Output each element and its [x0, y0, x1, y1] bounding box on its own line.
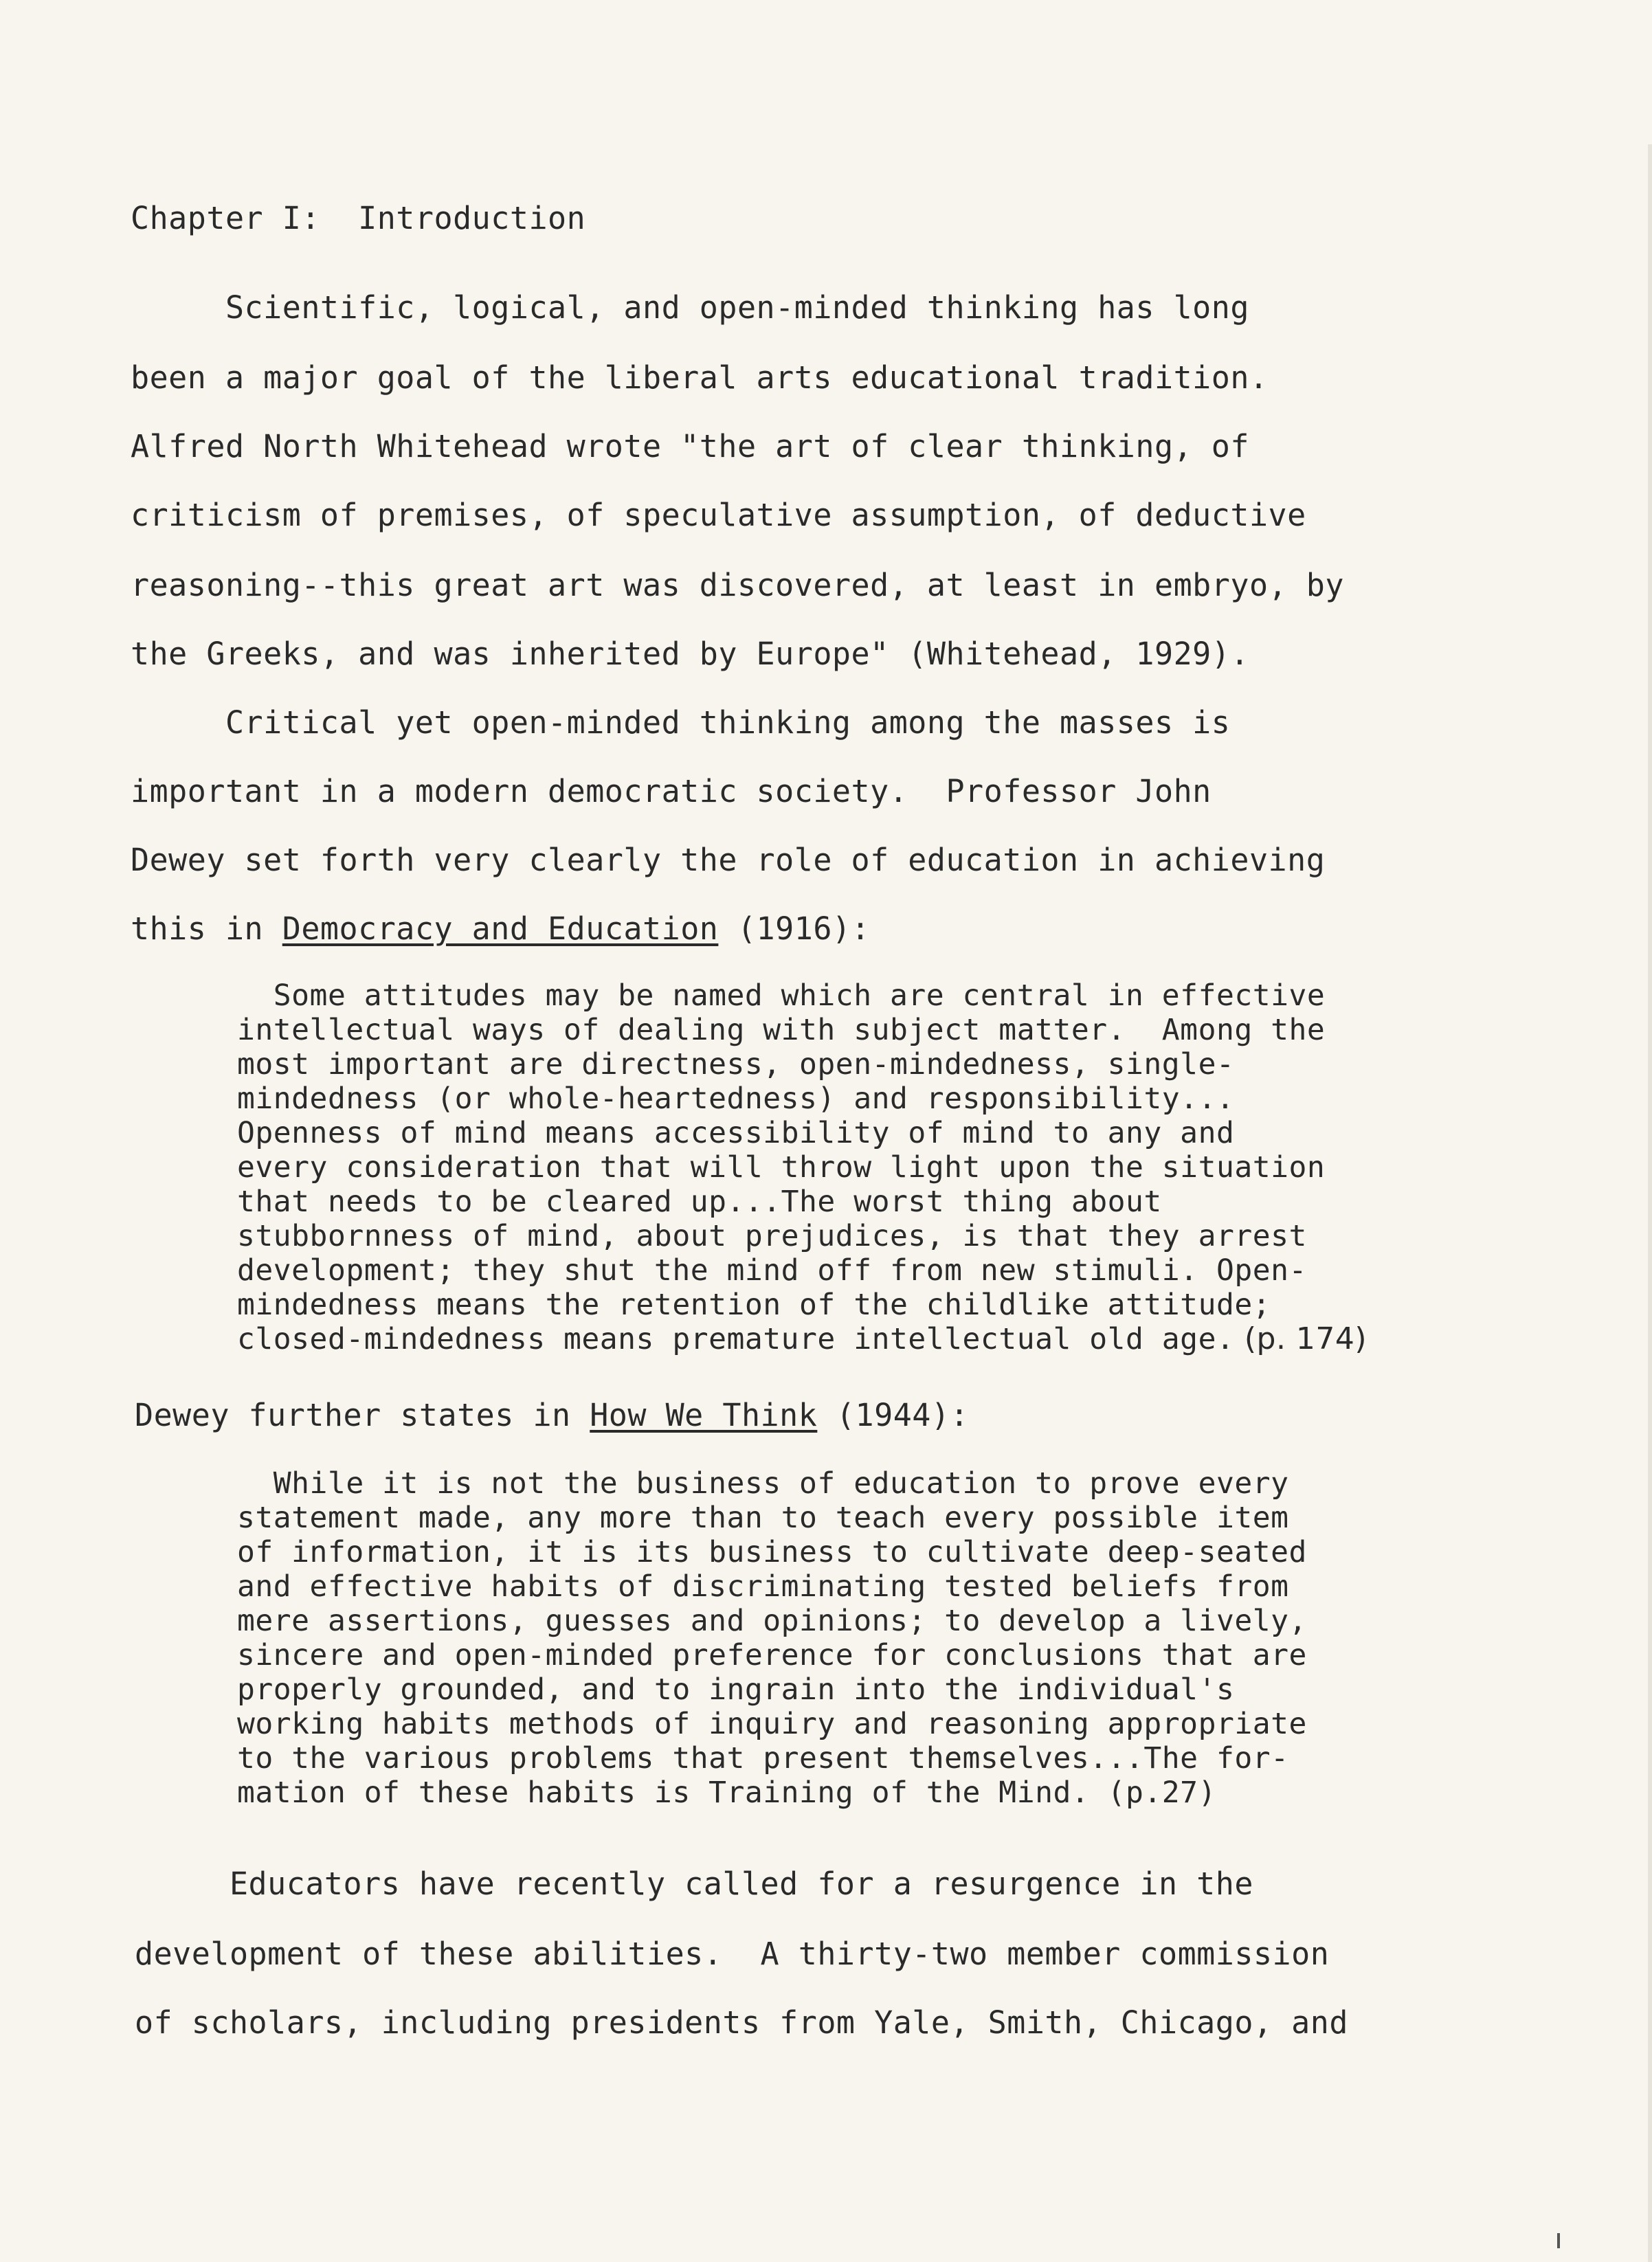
body-line: of scholars, including presidents from Yale, Smith, Chicago, and — [135, 2004, 1348, 2041]
quote-line: Some attitudes may be named which are central in effective — [237, 978, 1326, 1013]
quote-line: intellectual ways of dealing with subject matter. Among the — [237, 1013, 1326, 1047]
quote-line: most important are directness, open-mindedness, single- — [237, 1047, 1235, 1082]
body-line: the Greeks, and was inherited by Europe" (Whitehead, 1929). — [131, 636, 1249, 672]
page-edge-shadow — [1648, 144, 1652, 2262]
text-suffix: (1916): — [718, 910, 871, 947]
body-line: criticism of premises, of speculative assumption, of deductive — [131, 497, 1306, 533]
book-title-democracy-and-education: Democracy and Education — [282, 910, 719, 947]
body-line: Educators have recently called for a resurgence in the — [135, 1866, 1253, 1902]
text-suffix: (1944): — [817, 1397, 970, 1433]
body-line-with-title — [135, 1395, 969, 1436]
margin-mark — [1557, 2233, 1560, 2248]
quote-line: development; they shut the mind off from new stimuli. Open- — [237, 1253, 1307, 1288]
chapter-heading: Chapter I: Introduction — [131, 200, 586, 236]
body-line: Alfred North Whitehead wrote "the art of clear thinking, of — [131, 428, 1249, 464]
quote-line: working habits methods of inquiry and reasoning appropriate — [237, 1707, 1307, 1741]
quote-line: to the various problems that present themselves...The for- — [237, 1741, 1289, 1776]
quote-line: While it is not the business of education to prove every — [237, 1466, 1289, 1501]
quote-line: mation of these habits is Training of the Mind. (p.27) — [237, 1776, 1216, 1810]
quote-line-with-citation — [237, 1322, 1367, 1356]
body-line: Critical yet open-minded thinking among the masses is — [131, 704, 1231, 741]
quote-line: every consideration that will throw light upon the situation — [237, 1150, 1326, 1185]
text-prefix: this in — [131, 910, 282, 947]
quote-line: mindedness means the retention of the childlike attitude; — [237, 1288, 1271, 1322]
body-line-with-title — [131, 908, 870, 950]
quote-line: stubbornness of mind, about prejudices, is that they arrest — [237, 1219, 1307, 1253]
quote-text: closed-mindedness means premature intellectual old age. — [237, 1322, 1235, 1356]
body-line: development of these abilities. A thirty-two member commission — [135, 1936, 1330, 1972]
book-title-how-we-think: How We Think — [590, 1397, 818, 1433]
body-line: important in a modern democratic society. Professor John — [131, 773, 1212, 809]
body-line: been a major goal of the liberal arts educational tradition. — [131, 359, 1269, 396]
quote-line: of information, it is its business to cultivate deep-seated — [237, 1535, 1307, 1569]
text-prefix: Dewey further states in — [135, 1397, 590, 1433]
quote-line: properly grounded, and to ingrain into the individual's — [237, 1672, 1235, 1707]
handwritten-page-citation: (p. 174) — [1234, 1321, 1368, 1356]
body-line: Dewey set forth very clearly the role of education in achieving — [131, 842, 1326, 878]
quote-line: that needs to be cleared up...The worst thing about — [237, 1185, 1162, 1219]
quote-line: Openness of mind means accessibility of mind to any and — [237, 1116, 1235, 1150]
quote-line: and effective habits of discriminating tested beliefs from — [237, 1569, 1289, 1604]
quote-line: statement made, any more than to teach every possible item — [237, 1501, 1289, 1535]
quote-line: sincere and open-minded preference for conclusions that are — [237, 1638, 1307, 1672]
quote-line: mindedness (or whole-heartedness) and responsibility... — [237, 1082, 1235, 1116]
quote-line: mere assertions, guesses and opinions; to develop a lively, — [237, 1604, 1307, 1638]
body-line: reasoning--this great art was discovered, at least in embryo, by — [131, 567, 1344, 603]
body-line: Scientific, logical, and open-minded thinking has long — [131, 289, 1249, 326]
